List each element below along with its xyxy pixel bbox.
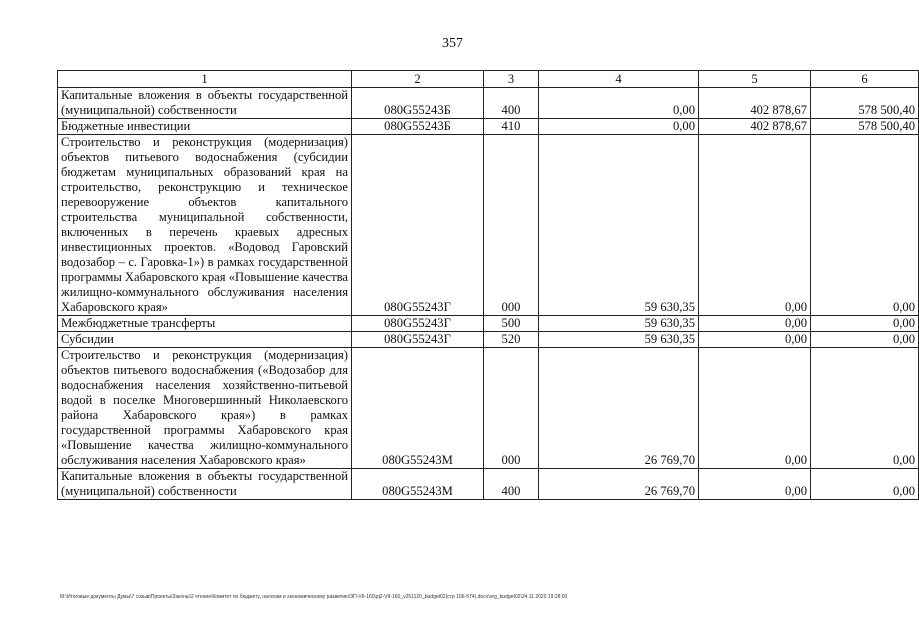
row-amount-col5: 402 878,67 <box>699 88 811 119</box>
row-amount-col4: 59 630,35 <box>539 316 699 332</box>
row-amount-col6: 578 500,40 <box>811 119 919 135</box>
row-name: Бюджетные инвестиции <box>58 119 352 135</box>
row-amount-col5: 0,00 <box>699 316 811 332</box>
row-amount-col6: 0,00 <box>811 135 919 316</box>
row-code: 080G55243Б <box>352 88 484 119</box>
row-expense-type: 400 <box>484 88 539 119</box>
document-file-path: M:\Итоговые документы Думы\7 созыв\Проекты\Законы\2 чтение\Комитет по бюджету, налогам и экономическому развитию\ЗП-VII-160\pj2-VII-160_v251120_budget02(стр 166-574).docx\org_budget02\24.11.2020 19:28:00 <box>60 594 568 600</box>
row-name: Строительство и реконструкция (модернизация) объектов питьевого водоснабжения (субсидии бюджетам муниципальных образований края на строительство, реконструкцию и техническое перевооружение объектов капитального строительства муниципальной собственности, включенных в перечень краевых адресных инвестиционных проектов. «Водовод Гаровский водозабор – с. Гаровка-1») в рамках государственной программы Хабаровского края «Повышение качества жилищно-коммунального обслуживания населения Хабаровского края» <box>58 135 352 316</box>
row-name: Субсидии <box>58 332 352 348</box>
row-amount-col6: 0,00 <box>811 316 919 332</box>
row-code: 080G55243Г <box>352 316 484 332</box>
budget-table <box>57 70 919 500</box>
table-row <box>58 135 919 316</box>
table-row <box>58 332 919 348</box>
table-row <box>58 469 919 500</box>
row-amount-col6: 0,00 <box>811 332 919 348</box>
row-amount-col5: 402 878,67 <box>699 119 811 135</box>
table-row <box>58 119 919 135</box>
row-name: Капитальные вложения в объекты государственной (муниципальной) собственности <box>58 469 352 500</box>
table-row <box>58 316 919 332</box>
header-row <box>58 71 919 88</box>
row-name: Строительство и реконструкция (модернизация) объектов питьевого водоснабжения («Водозабор для водоснабжения населения хозяйственно-питьевой водой в поселке Многовершинный Николаевского района Хабаровского края») в рамках государственной программы Хабаровского края «Повышение качества жилищно-коммунального обслуживания населения Хабаровского края» <box>58 348 352 469</box>
row-expense-type: 400 <box>484 469 539 500</box>
row-code: 080G55243М <box>352 469 484 500</box>
column-header-4: 4 <box>539 71 699 88</box>
row-expense-type: 410 <box>484 119 539 135</box>
column-header-6: 6 <box>811 71 919 88</box>
row-code: 080G55243Б <box>352 119 484 135</box>
row-code: 080G55243Г <box>352 135 484 316</box>
row-amount-col4: 0,00 <box>539 88 699 119</box>
row-amount-col6: 0,00 <box>811 348 919 469</box>
row-amount-col5: 0,00 <box>699 469 811 500</box>
column-header-5: 5 <box>699 71 811 88</box>
row-name: Межбюджетные трансферты <box>58 316 352 332</box>
row-expense-type: 000 <box>484 135 539 316</box>
row-amount-col4: 59 630,35 <box>539 135 699 316</box>
row-name: Капитальные вложения в объекты государственной (муниципальной) собственности <box>58 88 352 119</box>
row-amount-col6: 578 500,40 <box>811 88 919 119</box>
row-amount-col4: 0,00 <box>539 119 699 135</box>
column-header-1: 1 <box>58 71 352 88</box>
row-code: 080G55243М <box>352 348 484 469</box>
row-amount-col4: 59 630,35 <box>539 332 699 348</box>
row-amount-col5: 0,00 <box>699 332 811 348</box>
row-amount-col4: 26 769,70 <box>539 348 699 469</box>
row-expense-type: 500 <box>484 316 539 332</box>
table-row <box>58 348 919 469</box>
row-amount-col4: 26 769,70 <box>539 469 699 500</box>
row-amount-col5: 0,00 <box>699 135 811 316</box>
row-amount-col6: 0,00 <box>811 469 919 500</box>
column-header-2: 2 <box>352 71 484 88</box>
row-expense-type: 520 <box>484 332 539 348</box>
row-amount-col5: 0,00 <box>699 348 811 469</box>
row-expense-type: 000 <box>484 348 539 469</box>
column-header-3: 3 <box>484 71 539 88</box>
page-number: 357 <box>442 36 463 51</box>
row-code: 080G55243Г <box>352 332 484 348</box>
table-row <box>58 88 919 119</box>
